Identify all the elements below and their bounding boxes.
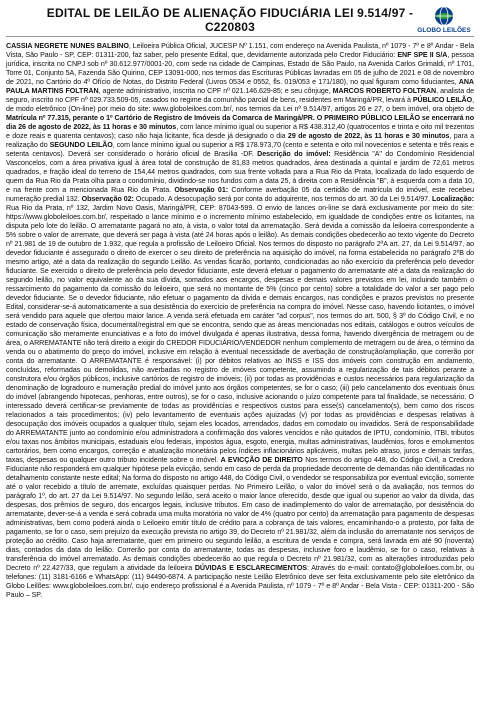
text-segment: Ocupado. A desocupação será por conta do adquirente, nos termos do art. 30 da Lei 9.514/97. — [133, 195, 433, 203]
bold-text-segment: Localização: — [432, 195, 474, 203]
bold-text-segment: 29 de agosto de 2022, às 11 horas e 30 minutos — [287, 132, 450, 140]
text-segment: , com lance mínimo igual ou superior a R$ 438.312,40 (quatrocentos e trinta e oito mil trezentos e doze reais e quarenta centavos); caso não haja licitante, fica desde já designado o dia — [6, 123, 474, 140]
bold-text-segment: CASSIA NEGRETE NUNES BALBINO — [6, 42, 129, 50]
bold-text-segment: A EVICÇÃO DE DIREITO — [220, 456, 303, 464]
bold-text-segment: SEGUNDO LEILÃO — [49, 141, 113, 149]
text-segment: , com lance mínimo igual ou superior a R$ 178.973,70 (cento e setenta e oito mil novecentos e setenta e três reais e setenta centavos). Deverá ser considerado o horário oficial de Brasília -DF. — [6, 141, 474, 158]
text-segment: : Através do e-mail: contato@globoleiloes.com.br, ou telefones: (11) 3181-6166 e WhatsApp: (11) 94490-6874. A participação neste Leilão Eletrônico deve ser feita exclusivamente pelo site eletrônico da Globo Leilões: www.globoleiloes.com.br/, cujo endereço profissional é a Avenida Paulista, nº 1079 - 7º e 8º Andar - Bela Vista - CEP: 01311-200 - São Paulo – SP. — [6, 564, 474, 599]
bold-text-segment: ENF SPE II S/A — [397, 51, 448, 59]
globo-leiloes-logo — [414, 6, 474, 34]
text-segment: , analista de seguro, inscrito no CPF nº 029.733.509-05, casados no regime da comunhão parcial de bens, residentes em Maringá/PR, levará à — [6, 87, 474, 104]
text-segment: Residência "A" do Condomínio Residencial Vasconcelos, com a área privativa igual à área total de construção de 81,83 metros quadrados, área destinada a quintal e jardim de 72,61 metros quadrados, e fração ideal do terreno de 154,44 metros quadrados, com sua frente voltada para a Rua Rio da Prata, localizada do lado esquerdo de quem da Rua Rio da Prata olha para o condomínio, dividindo-se nos fundos com a data 25, à direita com a Residência "B", à esquerda com a data 10, e na frente com a mencionada Rua Rio da Prata. — [6, 150, 474, 194]
text-segment: , de modo eletrônico (On-line) por meio do site: www.globoleiloes.com.br/, nos termos da Lei nº 9.514/97, artigos 26 e 27, o bem imóvel, ora objeto de — [6, 96, 474, 113]
text-segment: Nos termos do artigo 448, do Código Civil, a Credora Fiduciante não responderá em qualquer hipótese pela evicção, sendo em caso de perda da propriedade decorrente de demandas não identificadas no detalhamento constante neste edital; Na forma do disposto no artigo 448, do Código Civil, o vendedor se responsabiliza por eventual evicção, somente até o valor recebido a título de arremate, excluídas quaisquer perdas. No Primeiro Leilão, o valor do imóvel será o da avaliação, nos termos do parágrafo 1º, do art. 27 da Lei 9.514/97. No segundo leilão, será aceito o maior lance oferecido, desde que igual ou superior ao valor da dívida, das despesas, dos prêmios de seguro, dos encargos legais, inclusive tributos. Em caso de inadimplemento do valor de arrematação, por desistência do arrematante, dever-se-á a venda e será cobrada uma multa moratória no valor de 4% (quatro por cento) da arrematação para pagamento de despesas administrativas, bem como poderá ainda o Leiloeiro emitir título de crédito para a cobrança de tais valores, encaminhando-o a protesto, por falta de pagamento, se for o caso, sem prejuízo da execução prevista no artigo 39, do Decreto nº 21.981/32, além da inclusão do arrematante nos serviços de proteção ao crédito. Caso haja arrematante, quer em primeiro ou segundo leilão, a escritura de venda e compra, será lavrada em até 90 (noventa) dias, contados da data do leilão. Correrão por conta do arrematante, todas as despesas, inclusive foro e laudêmio, se for o caso, relativas à transferência do imóvel arrematado. As demais condições obedecerão ao que regula o Decreto nº 21.981/32, com as alterações introduzidas pelo Decreto nº 22.427/33, que regulam a atividade da leiloeira — [6, 456, 474, 572]
text-segment: , agente administrativo, inscrita no CPF nº 021.146.629-85; e seu cônjuge, — [98, 87, 333, 95]
text-segment: Conforme averbação 05 da certidão de matrícula do imóvel, este recebeu numeração predial 132. — [6, 186, 474, 203]
bold-text-segment: PÚBLICO LEILÃO — [412, 96, 473, 104]
bold-text-segment: ANA PAULA MARTINS FOLTRAN — [6, 78, 474, 95]
text-segment: , pessoa jurídica, inscrita no CNPJ sob nº 30.612.977/0001-20, com sede na cidade de Campinas, Estado de São Paulo, na Avenida Carlos Grimaldi, nº 1701, Torre 01, Conjunto 5A, Fazenda São Quirino, CEP 13091-000, nos termos das Escrituras Públicas lavradas em 05 de julho de 2021 e 08 de novembro de 2021, no Cartório do 4º Ofício de Notas, do Distrito Federal (Livros 0534 e 0552, fls. 019/053 e 171/180), no qual figuram como fiduciantes, — [6, 51, 474, 86]
bold-text-segment: Observação 02: — [81, 195, 134, 203]
text-segment: , para a realização do — [6, 132, 474, 149]
text-segment: , Leiloeira Pública Oficial, JUCESP Nº 1.151, com endereço na Avenida Paulista, nº 1079 - 7º e 8º Andar - Bela Vista, São Paulo - SP, CEP: 01311-200, faz saber, pelo presente Edital, que, devidamente autorizada pelo Credor Fiduciário: — [6, 42, 474, 59]
notice-title: EDITAL DE LEILÃO DE ALIENAÇÃO FIDUCIÁRIA LEI 9.514/97 - C220803 — [46, 6, 414, 34]
globe-icon — [431, 6, 457, 26]
logo-text: GLOBO LEILÕES — [417, 27, 471, 34]
notice-body — [6, 42, 474, 600]
bold-text-segment: Observação 01: — [174, 186, 229, 194]
bold-text-segment: DÚVIDAS E ESCLARECIMENTOS — [194, 564, 307, 572]
notice-header — [6, 4, 474, 37]
bold-text-segment: Descrição do imóvel: — [257, 150, 331, 158]
bold-text-segment: Matrícula nº 77.315, perante o 1º Cartório de Registro de Imóveis da Comarca de Maringá/PR. O PRIMEIRO PÚBLICO LEILÃO se encerrará no dia 26 de agosto de 2022, às 11 horas e 30 minutos — [6, 114, 474, 131]
text-segment: Rua Rio da Prata, nº 132, Jardim Novo Oasis, Maringá/PR, CEP: 87043-599. O envio de lances on-line se dará exclusivamente por meio do site: https://www.globoleiloes.com.br/, respeitado o lance mínimo e o incremento mínimo estabelecido, em igualdade de condições entre os licitantes, na disputa pelo lote do leilão. O arrematante pagará no ato, à vista, o valor total da arrematação. Será devida a comissão da leiloeira correspondente a 5% sobre o valor de arremate, que deverá ser paga à vista (até 24 horas após o leilão). As demais condições obedecerão ao texto vigente do Decreto nº 21.981 de 19 de outubro de 1.932, que regula a profissão de Leiloeiro Oficial. Nos termos do disposto no parágrafo 2ºA art. 27, da Lei 9.514/97, ao devedor fiduciante é assegurado o direito de exercer o seu direito de preferência na aquisição do imóvel, na forma estabelecida no parágrafo 2ºB do mesmo artigo, até a data da realização do segundo Leilão. As vendas ficarão, portanto, condicionadas ao não exercício da preferência pelo devedor fiduciante. Se exercido o direito de preferência pelo devedor fiduciante, este deverá efetuar o pagamento do arrematante até a data da realização do segundo leilão, no valor equivalente ao da sua dívida, somados aos encargos, despesas e demais valores previstos em lei, incluindo também o ressarcimento do pagamento da comissão do leiloeiro, que será no montante de 5% (cinco por cento) sobre a totalidade do valor a ser pago pelo devedor fiduciante. Se o devedor fiduciante, não efetuar o pagamento da dívida e demais encargos, nas condições e prazos previstos no presente Edital, considerar-se-á automaticamente a sua desistência do exercício de preferência na compra do imóvel. Nesse caso, havendo licitantes, o imóvel será vendido para aquele que ofertou maior lance. A venda será efetuada em caráter "ad corpus", nos termos do art. 500, § 3º do Código Civil, e no estado de conservação física, documental/registral em que se encontra, sendo que as áreas mencionadas nos editais, catálogos e outros veículos de comunicação são meramente enunciativas e a foto do imóvel divulgada é apenas ilustrativa, dessa forma, havendo divergência de metragem ou de área, o ARREMATANTE não terá direito a exigir do CREDOR FIDUCIÁRIO/VENDEDOR nenhum complemento de metragem ou de área, o término da venda ou o abatimento do preço do imóvel, inclusive em relação à eventual necessidade de averbação de construção/ampliação, que correrão por conta do arrematante. O ARREMATANTE é responsável: (i) por débitos relativos ao INSS e ISS dos imóveis com construção em andamento, concluídas, reformadas ou demolidas, não averbadas no registro de imóveis competente, assumindo a regularização de tais débitos perante a construtora e/ou órgãos públicos, inclusive cartórios de registro de imóveis; (ii) por todas as providências e custos necessários para regularização da denominação de logradouro e numeração predial do imóvel junto aos órgãos competentes, se for o caso; (iii) pelo cancelamento dos eventuais ônus do imóvel (abrangendo hipotecas, penhoras, entre outros), se for o caso, inclusive acionando o juízo competente para tal finalidade, se necessário. O interessado deverá certificar-se previamente de todas as providências e respectivos custos para esse(s) cancelamento(s), bem como dos riscos relacionados a tais procedimentos; (iv) pelo levantamento de eventuais ações ajuizadas (v) por todas as providências e despesas relativas à desocupação dos imóveis ocupados a qualquer título, sejam eles locados, arrendados, dados em comodato ou invadidos. Será de responsabilidade do ARREMATANTE junto ao condomínio e/ou administradora a confirmação dos valores vencidos e não quitados de IPTU, condomínio, ITBI, tributos e/ou taxas nos âmbitos municipais, estaduais e/ou federais, impostos água, esgoto, energia, multas administrativas, laudêmios, foros e emolumentos cartorários, bem como encargos, correção e atualização monetária pelos índices inflacionários aplicáveis, multas pelo atraso, juros e demais tarifas, taxas, despesas ou qualquer outro tributo incidente sobre o imóvel. — [6, 204, 474, 464]
bold-text-segment: MARCOS ROBERTO FOLTRAN — [332, 87, 437, 95]
